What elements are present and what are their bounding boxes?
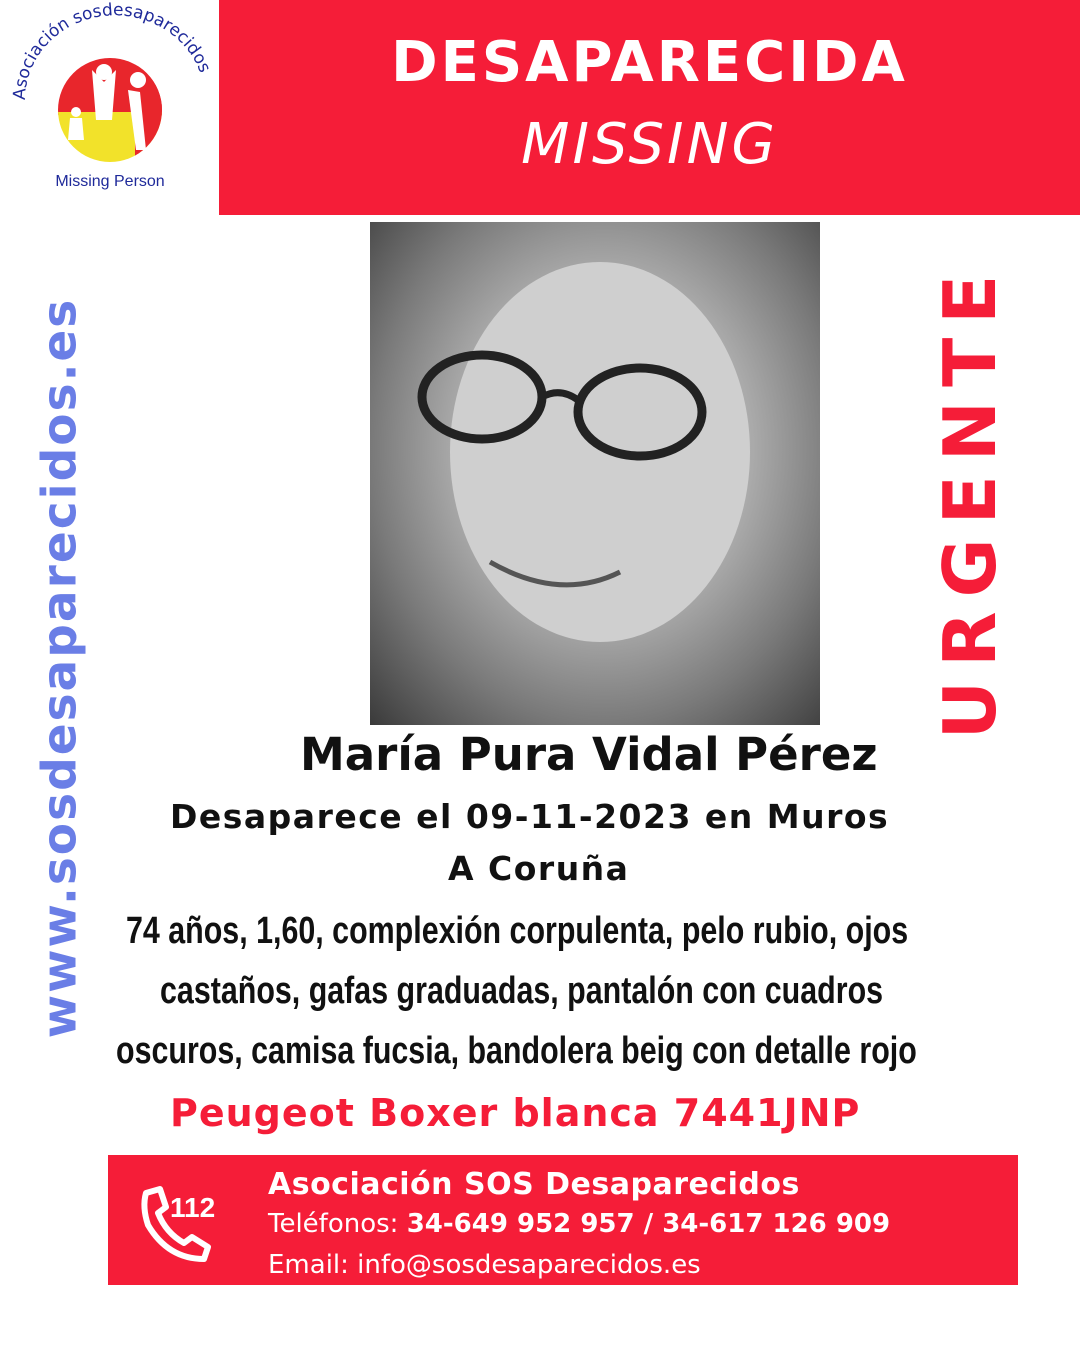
phones-label: Teléfonos: (268, 1209, 399, 1239)
phone-icon (138, 1185, 228, 1265)
contact-footer (108, 1155, 1018, 1285)
association-logo (0, 0, 219, 215)
province: A Coruña (448, 849, 630, 888)
missing-person-photo (370, 222, 820, 725)
phones-value[interactable]: 34-649 952 957 / 34-617 126 909 (406, 1209, 891, 1239)
title: DESAPARECIDA (391, 30, 908, 95)
logo-caption: Missing Person (55, 173, 165, 190)
subtitle: MISSING (521, 112, 778, 177)
urgent-label: URGENTE (928, 260, 1012, 740)
website-vertical-text: www.sosdesaparecidos.es (32, 297, 88, 1039)
description-line: 74 años, 1,60, complexión corpulenta, pelo rubio, ojos (126, 910, 909, 952)
header-banner (219, 0, 1080, 215)
emergency-number: 112 (170, 1192, 216, 1223)
phone-numbers (268, 1209, 890, 1239)
organization-name: Asociación SOS Desaparecidos (268, 1167, 800, 1202)
disappearance-info: Desaparece el 09-11-2023 en Muros (170, 797, 890, 836)
person-name: María Pura Vidal Pérez (300, 728, 878, 781)
vehicle-info: Peugeot Boxer blanca 7441JNP (170, 1091, 861, 1135)
logo-arc-text: Asociación sosdesaparecidos (9, 0, 215, 101)
description-line: castaños, gafas graduadas, pantalón con cuadros (160, 970, 884, 1012)
email[interactable]: Email: info@sosdesaparecidos.es (268, 1250, 701, 1280)
description-line: oscuros, camisa fucsia, bandolera beig con detalle rojo (116, 1030, 917, 1072)
